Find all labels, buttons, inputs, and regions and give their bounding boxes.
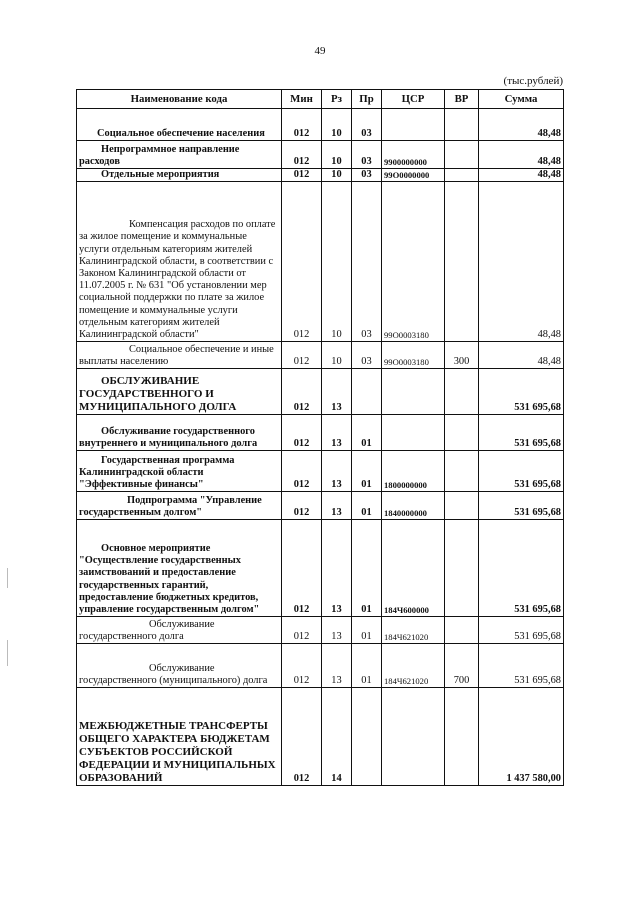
row-csr: 9900000000 xyxy=(382,141,445,169)
row-name: Основное мероприятие "Осуществление государственных заимствований и предоставление государственных гарантий, предоставление бюджетных кредитов, управление государственным долгом" xyxy=(77,520,282,617)
row-min: 012 xyxy=(282,492,322,520)
header-vr: ВР xyxy=(445,90,479,109)
row-pr: 01 xyxy=(352,451,382,492)
row-sum: 48,48 xyxy=(479,141,564,169)
header-min: Мин xyxy=(282,90,322,109)
table-row xyxy=(77,644,564,688)
table-row xyxy=(77,141,564,169)
row-vr: 700 xyxy=(445,644,479,688)
row-pr xyxy=(352,688,382,786)
row-pr: 03 xyxy=(352,342,382,369)
row-csr: 1800000000 xyxy=(382,451,445,492)
row-sum: 531 695,68 xyxy=(479,492,564,520)
row-csr: 99О0003180 xyxy=(382,342,445,369)
row-rz: 10 xyxy=(322,109,352,141)
row-name: Социальное обеспечение и иные выплаты населению xyxy=(77,342,282,369)
table-header-row xyxy=(77,90,564,109)
row-sum: 48,48 xyxy=(479,109,564,141)
row-vr xyxy=(445,520,479,617)
row-rz: 10 xyxy=(322,169,352,182)
row-sum: 531 695,68 xyxy=(479,520,564,617)
row-name: Государственная программа Калининградской области "Эффективные финансы" xyxy=(77,451,282,492)
row-min: 012 xyxy=(282,617,322,644)
row-name: ОБСЛУЖИВАНИЕ ГОСУДАРСТВЕННОГО И МУНИЦИПАЛЬНОГО ДОЛГА xyxy=(77,369,282,415)
row-csr: 99О0003180 xyxy=(382,182,445,342)
header-rz: Рз xyxy=(322,90,352,109)
row-name: МЕЖБЮДЖЕТНЫЕ ТРАНСФЕРТЫ ОБЩЕГО ХАРАКТЕРА БЮДЖЕТАМ СУБЪЕКТОВ РОССИЙСКОЙ ФЕДЕРАЦИИ И МУНИЦИПАЛЬНЫХ ОБРАЗОВАНИЙ xyxy=(77,688,282,786)
row-rz: 14 xyxy=(322,688,352,786)
row-name: Непрограммное направление расходов xyxy=(77,141,282,169)
scan-mark xyxy=(7,568,8,588)
row-name: Обслуживание государственного внутреннего и муниципального долга xyxy=(77,415,282,451)
table-row xyxy=(77,109,564,141)
row-min: 012 xyxy=(282,688,322,786)
table-row xyxy=(77,520,564,617)
header-csr: ЦСР xyxy=(382,90,445,109)
row-vr xyxy=(445,169,479,182)
row-sum: 48,48 xyxy=(479,182,564,342)
table-row xyxy=(77,415,564,451)
row-csr xyxy=(382,369,445,415)
table-row xyxy=(77,182,564,342)
row-name: Обслуживание государственного (муниципального) долга xyxy=(77,644,282,688)
table-row xyxy=(77,688,564,786)
row-name: Социальное обеспечение населения xyxy=(77,109,282,141)
row-sum: 531 695,68 xyxy=(479,415,564,451)
row-csr: 99О0000000 xyxy=(382,169,445,182)
row-vr xyxy=(445,141,479,169)
row-csr: 1840000000 xyxy=(382,492,445,520)
row-min: 012 xyxy=(282,451,322,492)
row-rz: 13 xyxy=(322,520,352,617)
row-min: 012 xyxy=(282,644,322,688)
row-pr: 01 xyxy=(352,492,382,520)
row-pr: 03 xyxy=(352,109,382,141)
header-sum: Сумма xyxy=(479,90,564,109)
row-vr xyxy=(445,415,479,451)
row-csr xyxy=(382,415,445,451)
row-vr xyxy=(445,492,479,520)
budget-table xyxy=(76,89,564,786)
row-sum: 48,48 xyxy=(479,169,564,182)
row-vr: 300 xyxy=(445,342,479,369)
row-name: Компенсация расходов по оплате за жилое помещение и коммунальные услуги отдельным категориям жителей Калининградской области, в соответствии с Законом Калининградской области от 11.07.2005 г. № 631 "Об установлении мер социальной поддержки по плате за жилое помещение и коммунальные услуги отдельным категориям жителей Калининградской области" xyxy=(77,182,282,342)
row-min: 012 xyxy=(282,369,322,415)
row-min: 012 xyxy=(282,342,322,369)
row-csr: 184Ч600000 xyxy=(382,520,445,617)
row-rz: 13 xyxy=(322,451,352,492)
row-min: 012 xyxy=(282,141,322,169)
row-vr xyxy=(445,617,479,644)
row-sum: 531 695,68 xyxy=(479,451,564,492)
row-pr: 01 xyxy=(352,617,382,644)
row-pr: 01 xyxy=(352,520,382,617)
row-vr xyxy=(445,688,479,786)
row-rz: 13 xyxy=(322,644,352,688)
row-csr xyxy=(382,688,445,786)
table-row xyxy=(77,617,564,644)
row-min: 012 xyxy=(282,109,322,141)
row-csr: 184Ч621020 xyxy=(382,617,445,644)
table-row xyxy=(77,342,564,369)
row-pr: 03 xyxy=(352,141,382,169)
row-rz: 13 xyxy=(322,492,352,520)
row-csr xyxy=(382,109,445,141)
row-sum: 48,48 xyxy=(479,342,564,369)
row-rz: 13 xyxy=(322,415,352,451)
row-name: Отдельные мероприятия xyxy=(77,169,282,182)
row-rz: 10 xyxy=(322,342,352,369)
row-csr: 184Ч621020 xyxy=(382,644,445,688)
row-pr: 01 xyxy=(352,415,382,451)
row-rz: 10 xyxy=(322,141,352,169)
row-pr: 01 xyxy=(352,644,382,688)
row-min: 012 xyxy=(282,169,322,182)
row-vr xyxy=(445,109,479,141)
row-name: Подпрограмма "Управление государственным долгом" xyxy=(77,492,282,520)
table-row xyxy=(77,451,564,492)
scan-mark xyxy=(7,640,8,666)
row-name: Обслуживание государственного долга xyxy=(77,617,282,644)
row-vr xyxy=(445,451,479,492)
header-pr: Пр xyxy=(352,90,382,109)
row-rz: 13 xyxy=(322,617,352,644)
row-vr xyxy=(445,369,479,415)
page-number: 49 xyxy=(314,45,326,57)
row-vr xyxy=(445,182,479,342)
row-sum: 531 695,68 xyxy=(479,369,564,415)
row-pr: 03 xyxy=(352,182,382,342)
table-row xyxy=(77,492,564,520)
units-label: (тыс.рублей) xyxy=(503,75,563,87)
row-rz: 13 xyxy=(322,369,352,415)
row-sum: 531 695,68 xyxy=(479,617,564,644)
table-row xyxy=(77,369,564,415)
row-min: 012 xyxy=(282,182,322,342)
row-rz: 10 xyxy=(322,182,352,342)
row-min: 012 xyxy=(282,415,322,451)
row-pr xyxy=(352,369,382,415)
row-sum: 531 695,68 xyxy=(479,644,564,688)
row-min: 012 xyxy=(282,520,322,617)
row-pr: 03 xyxy=(352,169,382,182)
header-name: Наименование кода xyxy=(77,90,282,109)
row-sum: 1 437 580,00 xyxy=(479,688,564,786)
table-row xyxy=(77,169,564,182)
